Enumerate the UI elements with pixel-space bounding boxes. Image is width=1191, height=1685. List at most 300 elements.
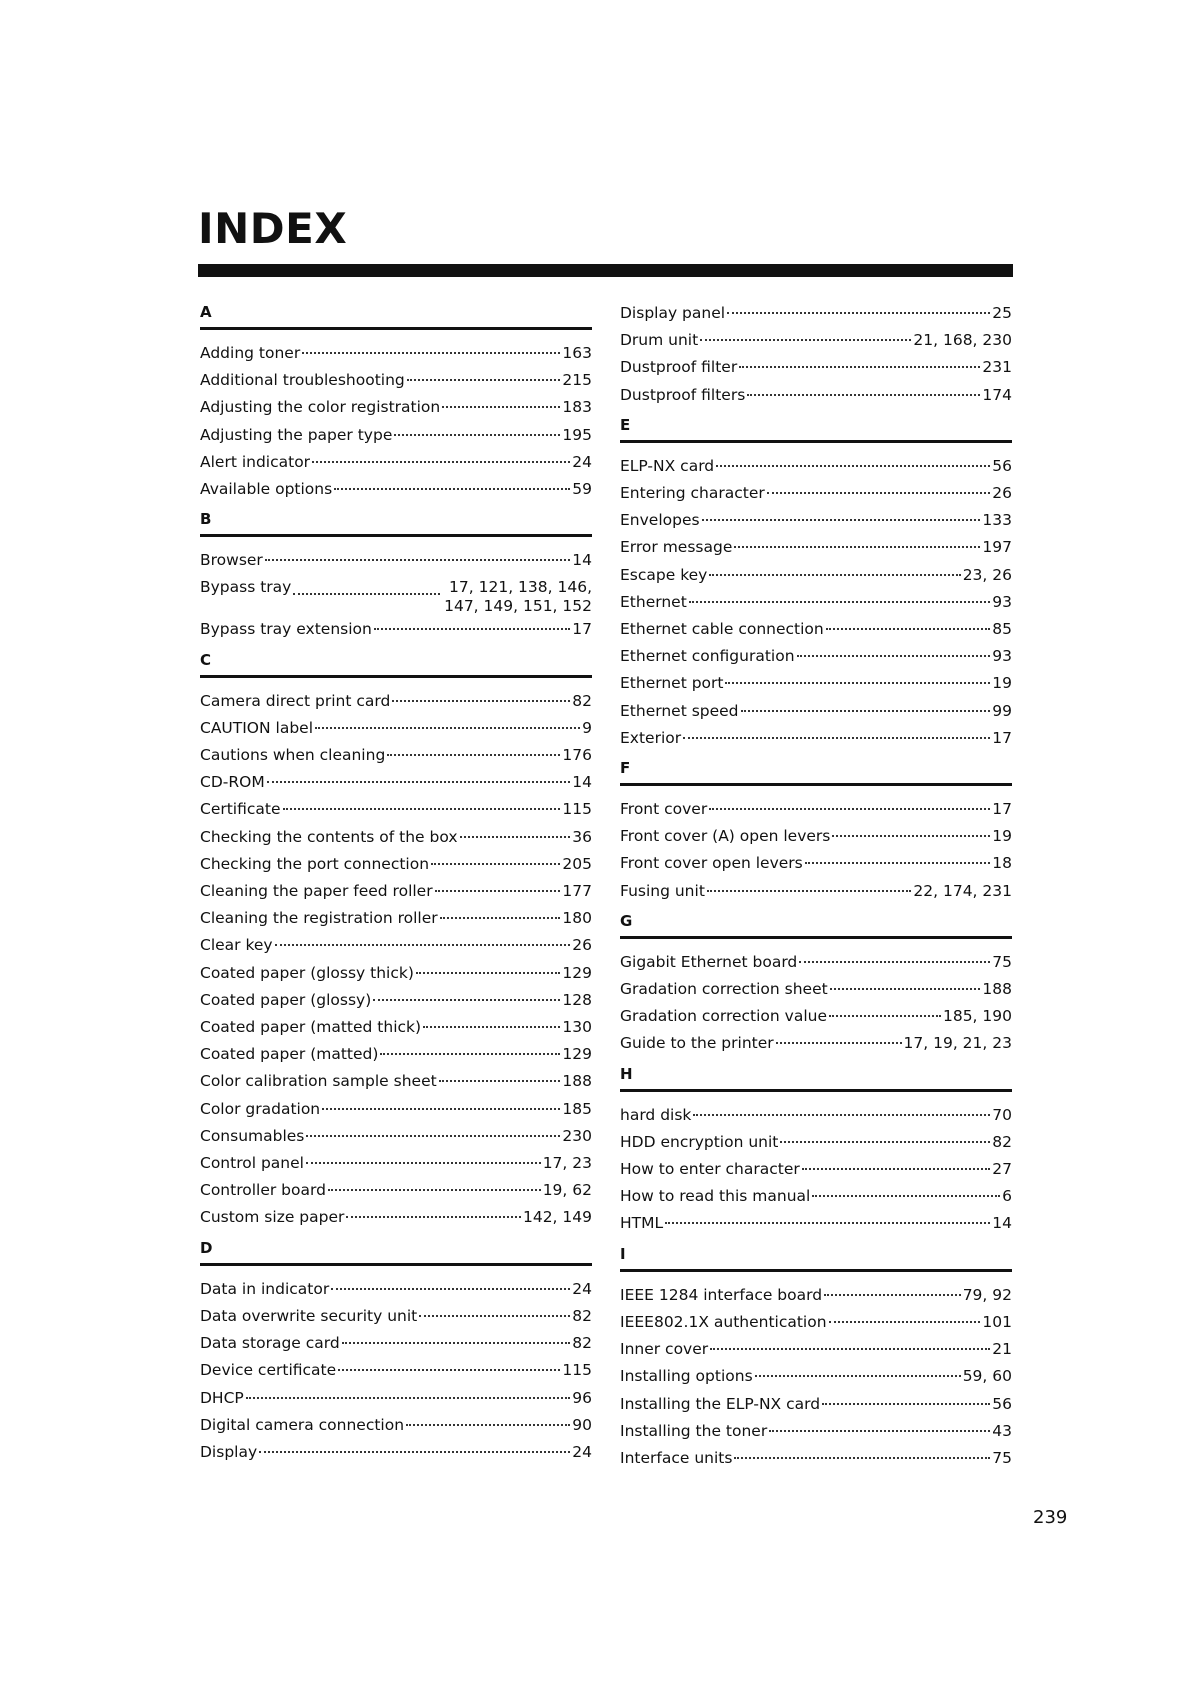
index-entry	[620, 616, 1012, 643]
section-rule	[620, 440, 1012, 443]
entry-pages: 96	[572, 1388, 592, 1407]
index-entry	[200, 824, 592, 851]
entry-term: Bypass tray	[200, 578, 292, 597]
index-entry	[620, 480, 1012, 507]
index-entry	[200, 688, 592, 715]
entry-pages: 183	[562, 398, 592, 417]
dot-leader	[702, 519, 981, 521]
entry-term: Browser	[200, 551, 263, 570]
entry-term: Entering character	[620, 484, 765, 503]
index-entry	[620, 796, 1012, 823]
entry-term: DHCP	[200, 1388, 244, 1407]
entry-term: Ethernet port	[620, 674, 724, 693]
index-entry	[620, 1030, 1012, 1057]
dot-leader	[275, 944, 571, 946]
section-letter: H	[620, 1064, 633, 1083]
dot-leader	[689, 601, 990, 603]
index-entry	[200, 1412, 592, 1439]
dot-leader	[407, 379, 561, 381]
index-entry	[200, 1439, 592, 1466]
index-entry	[620, 878, 1012, 905]
dot-leader	[829, 1321, 981, 1323]
entry-pages: 14	[572, 551, 592, 570]
index-column-right	[620, 300, 1012, 1476]
entry-pages: 26	[572, 936, 592, 955]
dot-leader	[442, 406, 560, 408]
dot-leader	[331, 1288, 570, 1290]
entry-term: Device certificate	[200, 1361, 337, 1380]
entry-pages: 18	[992, 854, 1012, 873]
section-gap	[620, 409, 1012, 413]
index-entry	[200, 1041, 592, 1068]
index-column-left	[200, 300, 592, 1470]
dot-leader	[727, 312, 990, 314]
index-entry	[620, 1336, 1012, 1363]
entry-pages: 163	[562, 344, 592, 362]
entry-term: Dustproof filters	[620, 385, 746, 404]
index-entry	[620, 850, 1012, 877]
entry-term: Error message	[620, 538, 733, 557]
entry-pages: 24	[572, 1442, 592, 1461]
entry-pages: 177	[562, 882, 592, 901]
dot-leader	[822, 1403, 990, 1405]
dot-leader	[306, 1135, 560, 1137]
index-entry	[620, 589, 1012, 616]
entry-term: Checking the contents of the box	[200, 827, 458, 846]
section-letter: G	[620, 911, 633, 930]
entry-pages: 133	[982, 511, 1012, 530]
dot-leader	[373, 999, 560, 1001]
entry-pages: 99	[992, 701, 1012, 720]
entry-term: Coated paper (glossy)	[200, 990, 372, 1009]
dot-leader	[346, 1216, 521, 1218]
entry-term: Inner cover	[620, 1340, 709, 1359]
dot-leader	[334, 488, 570, 490]
dot-leader	[797, 655, 991, 657]
index-entry	[200, 574, 592, 616]
entry-term: Data storage card	[200, 1334, 340, 1353]
entry-term: How to enter character	[620, 1160, 800, 1179]
entry-pages: 75	[992, 1448, 1012, 1467]
entry-term: Consumables	[200, 1126, 305, 1145]
entry-pages: 14	[992, 1214, 1012, 1233]
entry-term: Control panel	[200, 1154, 304, 1173]
index-entry	[200, 1096, 592, 1123]
section-gap	[200, 503, 592, 507]
entry-pages: 79, 92	[962, 1285, 1012, 1304]
dot-leader	[709, 574, 960, 576]
entry-term: Envelopes	[620, 511, 700, 530]
index-entry	[200, 616, 592, 643]
index-entry	[200, 340, 592, 367]
dot-leader	[767, 492, 991, 494]
dot-leader	[406, 1424, 570, 1426]
index-entry	[620, 1129, 1012, 1156]
index-entry	[200, 905, 592, 932]
dot-leader	[832, 835, 990, 837]
entry-pages: 188	[562, 1072, 592, 1091]
index-entry	[200, 422, 592, 449]
entry-term: Display panel	[620, 304, 726, 322]
entry-term: CD-ROM	[200, 773, 265, 792]
dot-leader	[283, 808, 561, 810]
dot-leader	[328, 1189, 541, 1191]
entry-term: Data overwrite security unit	[200, 1306, 418, 1325]
entry-term: Installing the toner	[620, 1421, 768, 1440]
section-gap	[200, 644, 592, 648]
dot-leader	[799, 961, 990, 963]
dot-leader	[725, 682, 990, 684]
index-entry	[200, 932, 592, 959]
dot-leader	[734, 546, 980, 548]
entry-pages: 17	[992, 728, 1012, 747]
entry-pages: 195	[562, 425, 592, 444]
entry-pages: 59	[572, 480, 592, 499]
entry-term: Escape key	[620, 565, 708, 584]
dot-leader	[259, 1451, 570, 1453]
index-entry	[620, 1102, 1012, 1129]
dot-leader	[683, 737, 990, 739]
entry-term: Alert indicator	[200, 452, 311, 471]
dot-leader	[374, 628, 570, 630]
index-entry	[620, 1003, 1012, 1030]
entry-pages: 43	[992, 1421, 1012, 1440]
dot-leader	[693, 1114, 990, 1116]
dot-leader	[416, 972, 561, 974]
index-entry	[620, 1183, 1012, 1210]
entry-pages: 17, 23	[542, 1154, 592, 1173]
section-rule	[200, 534, 592, 537]
entry-term: Controller board	[200, 1181, 326, 1200]
entry-pages: 82	[572, 1334, 592, 1353]
dot-leader	[780, 1141, 990, 1143]
dot-leader	[826, 628, 991, 630]
entry-pages: 101	[982, 1312, 1012, 1331]
index-entry	[200, 394, 592, 421]
entry-pages: 231	[982, 358, 1012, 377]
index-entry	[200, 960, 592, 987]
entry-pages: 82	[992, 1132, 1012, 1151]
index-entry	[620, 1445, 1012, 1472]
entry-pages: 70	[992, 1105, 1012, 1124]
index-entry	[200, 547, 592, 574]
section-gap	[620, 1058, 1012, 1062]
index-entry	[620, 670, 1012, 697]
entry-term: Available options	[200, 480, 333, 499]
entry-term: Certificate	[200, 800, 281, 819]
index-entry	[200, 1204, 592, 1231]
dot-leader	[707, 890, 911, 892]
entry-term: Adjusting the color registration	[200, 398, 441, 417]
entry-pages: 21, 168, 230	[913, 331, 1012, 350]
entry-pages: 230	[562, 1126, 592, 1145]
index-entry	[200, 1014, 592, 1041]
section-letter: E	[620, 415, 631, 434]
index-entry	[200, 1150, 592, 1177]
index-entry	[200, 1385, 592, 1412]
index-entry	[620, 698, 1012, 725]
entry-term: Gradation correction sheet	[620, 980, 828, 999]
index-entry	[200, 878, 592, 905]
entry-pages: 90	[572, 1415, 592, 1434]
entry-pages: 9	[582, 718, 592, 737]
entry-pages: 93	[992, 592, 1012, 611]
entry-pages: 128	[562, 990, 592, 1009]
dot-leader	[306, 1162, 541, 1164]
entry-pages: 27	[992, 1160, 1012, 1179]
entry-pages: 21	[992, 1340, 1012, 1359]
entry-term: Coated paper (matted thick)	[200, 1018, 422, 1037]
entry-pages: 36	[572, 827, 592, 846]
entry-pages: 22, 174, 231	[913, 881, 1012, 900]
entry-pages: 59, 60	[962, 1367, 1012, 1386]
entry-pages: 205	[562, 854, 592, 873]
index-entry	[620, 1210, 1012, 1237]
entry-pages: 174	[982, 385, 1012, 404]
dot-leader	[824, 1294, 961, 1296]
entry-term: Drum unit	[620, 331, 699, 350]
index-entry	[200, 476, 592, 503]
entry-pages: 19	[992, 827, 1012, 846]
entry-term: Front cover	[620, 800, 708, 819]
entry-pages: 115	[562, 1361, 592, 1380]
index-entry	[620, 300, 1012, 327]
dot-leader	[739, 366, 980, 368]
section-rule	[200, 327, 592, 330]
section-letter: A	[200, 303, 212, 321]
page-title: INDEX	[198, 204, 348, 253]
entry-pages: 24	[572, 452, 592, 471]
index-entry	[620, 507, 1012, 534]
section-rule	[200, 675, 592, 678]
index-entry	[200, 715, 592, 742]
entry-pages: 130	[562, 1018, 592, 1037]
dot-leader	[741, 710, 991, 712]
index-entry	[200, 1068, 592, 1095]
section-letter: B	[200, 510, 212, 529]
entry-pages: 188	[982, 980, 1012, 999]
entry-term: Bypass tray extension	[200, 620, 372, 639]
dot-leader	[710, 1348, 990, 1350]
entry-term: ELP-NX card	[620, 456, 715, 475]
entry-pages: 82	[572, 1306, 592, 1325]
index-entry	[200, 851, 592, 878]
entry-pages: 14	[572, 773, 592, 792]
dot-leader	[435, 890, 561, 892]
section-gap	[620, 752, 1012, 756]
index-entry	[200, 1276, 592, 1303]
entry-term: Custom size paper	[200, 1208, 345, 1227]
index-entry	[200, 742, 592, 769]
entry-pages: 129	[562, 1045, 592, 1064]
dot-leader	[267, 781, 571, 783]
dot-leader	[293, 593, 440, 595]
section-gap	[620, 1472, 1012, 1476]
entry-pages: 56	[992, 1394, 1012, 1413]
dot-leader	[460, 836, 571, 838]
entry-pages: 82	[572, 691, 592, 710]
dot-leader	[439, 1080, 561, 1082]
section-rule	[620, 1089, 1012, 1092]
entry-term: Display	[200, 1442, 258, 1461]
entry-term: hard disk	[620, 1105, 692, 1124]
dot-leader	[394, 434, 560, 436]
entry-term: Cleaning the registration roller	[200, 909, 438, 928]
entry-term: IEEE802.1X authentication	[620, 1312, 827, 1331]
index-entry	[200, 1177, 592, 1204]
index-entry	[200, 1303, 592, 1330]
index-entry	[200, 987, 592, 1014]
entry-term: Coated paper (glossy thick)	[200, 963, 414, 982]
dot-leader	[312, 461, 570, 463]
entry-pages: 176	[562, 746, 592, 765]
entry-term: Installing the ELP-NX card	[620, 1394, 821, 1413]
section-rule	[620, 783, 1012, 786]
dot-leader	[431, 863, 560, 865]
entry-pages: 75	[992, 952, 1012, 971]
dot-leader	[387, 754, 560, 756]
dot-leader	[830, 988, 981, 990]
index-entry	[620, 976, 1012, 1003]
entry-term: Ethernet speed	[620, 701, 739, 720]
section-letter: F	[620, 759, 631, 778]
entry-term: Fusing unit	[620, 881, 705, 900]
entry-pages: 115	[562, 800, 592, 819]
index-entry	[620, 1363, 1012, 1390]
entry-term: Installing options	[620, 1367, 753, 1386]
entry-pages: 185	[562, 1099, 592, 1118]
section-letter: D	[200, 1238, 213, 1257]
section-letter: I	[620, 1244, 626, 1263]
entry-pages: 25	[992, 304, 1012, 322]
dot-leader	[419, 1315, 570, 1317]
index-entry	[200, 1357, 592, 1384]
section-rule	[620, 936, 1012, 939]
entry-term: IEEE 1284 interface board	[620, 1285, 823, 1304]
entry-term: Additional troubleshooting	[200, 371, 405, 390]
entry-pages: 24	[572, 1279, 592, 1298]
entry-pages: 17, 121, 138, 146, 147, 149, 151, 152	[444, 578, 592, 616]
entry-pages: 129	[562, 963, 592, 982]
dot-leader	[769, 1430, 990, 1432]
entry-term: Gigabit Ethernet board	[620, 952, 798, 971]
entry-pages: 19	[992, 674, 1012, 693]
entry-term: Gradation correction value	[620, 1007, 827, 1026]
dot-leader	[338, 1369, 560, 1371]
dot-leader	[755, 1375, 961, 1377]
index-entry	[620, 382, 1012, 409]
entry-term: Ethernet	[620, 592, 687, 611]
entry-pages: 56	[992, 456, 1012, 475]
dot-leader	[380, 1053, 560, 1055]
entry-pages: 93	[992, 647, 1012, 666]
dot-leader	[423, 1026, 560, 1028]
index-entry	[620, 534, 1012, 561]
dot-leader	[302, 352, 560, 354]
index-entry	[200, 796, 592, 823]
entry-pages: 6	[1002, 1187, 1012, 1206]
entry-term: Clear key	[200, 936, 273, 955]
entry-term: CAUTION label	[200, 718, 314, 737]
entry-pages: 17	[992, 800, 1012, 819]
entry-pages: 85	[992, 620, 1012, 639]
index-entry	[620, 453, 1012, 480]
entry-term: Ethernet configuration	[620, 647, 795, 666]
entry-term: Color gradation	[200, 1099, 321, 1118]
index-entry	[620, 1418, 1012, 1445]
dot-leader	[709, 808, 990, 810]
entry-pages: 185, 190	[942, 1007, 1012, 1026]
entry-pages: 17	[572, 620, 592, 639]
entry-term: Front cover (A) open levers	[620, 827, 831, 846]
entry-term: Dustproof filter	[620, 358, 738, 377]
entry-term: HDD encryption unit	[620, 1132, 779, 1151]
entry-term: How to read this manual	[620, 1187, 811, 1206]
section-gap	[620, 1238, 1012, 1242]
dot-leader	[802, 1168, 991, 1170]
entry-term: HTML	[620, 1214, 664, 1233]
index-entry	[200, 1330, 592, 1357]
entry-term: Digital camera connection	[200, 1415, 405, 1434]
entry-term: Cautions when cleaning	[200, 746, 386, 765]
page-number: 239	[1033, 1507, 1068, 1528]
dot-leader	[440, 917, 561, 919]
dot-leader	[342, 1342, 571, 1344]
dot-leader	[812, 1195, 1000, 1197]
entry-pages: 23, 26	[962, 565, 1012, 584]
dot-leader	[829, 1015, 941, 1017]
index-entry	[200, 449, 592, 476]
entry-term: Cleaning the paper feed roller	[200, 882, 433, 901]
entry-pages: 26	[992, 484, 1012, 503]
entry-pages: 19, 62	[542, 1181, 592, 1200]
entry-pages: 197	[982, 538, 1012, 557]
index-entry	[620, 949, 1012, 976]
entry-term: Coated paper (matted)	[200, 1045, 379, 1064]
section-gap	[200, 1232, 592, 1236]
entry-pages: 215	[562, 371, 592, 390]
entry-term: Ethernet cable connection	[620, 620, 824, 639]
index-entry	[620, 725, 1012, 752]
entry-term: Guide to the printer	[620, 1034, 774, 1053]
title-bar	[198, 264, 1013, 277]
index-entry	[620, 643, 1012, 670]
dot-leader	[322, 1108, 560, 1110]
index-entry	[620, 327, 1012, 354]
entry-pages: 142, 149	[522, 1208, 592, 1227]
dot-leader	[665, 1222, 990, 1224]
dot-leader	[734, 1457, 990, 1459]
entry-term: Front cover open levers	[620, 854, 803, 873]
entry-term: Adding toner	[200, 344, 301, 362]
entry-term: Camera direct print card	[200, 691, 391, 710]
entry-term: Interface units	[620, 1448, 733, 1467]
section-letter: C	[200, 650, 212, 669]
index-entry	[200, 769, 592, 796]
dot-leader	[315, 727, 580, 729]
section-gap	[200, 1466, 592, 1470]
section-gap	[620, 905, 1012, 909]
section-rule	[200, 1263, 592, 1266]
index-entry	[200, 1123, 592, 1150]
index-entry	[200, 367, 592, 394]
entry-term: Adjusting the paper type	[200, 425, 393, 444]
index-entry	[620, 1156, 1012, 1183]
index-entry	[620, 1309, 1012, 1336]
dot-leader	[392, 700, 570, 702]
dot-leader	[700, 339, 911, 341]
entry-pages: 17, 19, 21, 23	[903, 1034, 1012, 1053]
